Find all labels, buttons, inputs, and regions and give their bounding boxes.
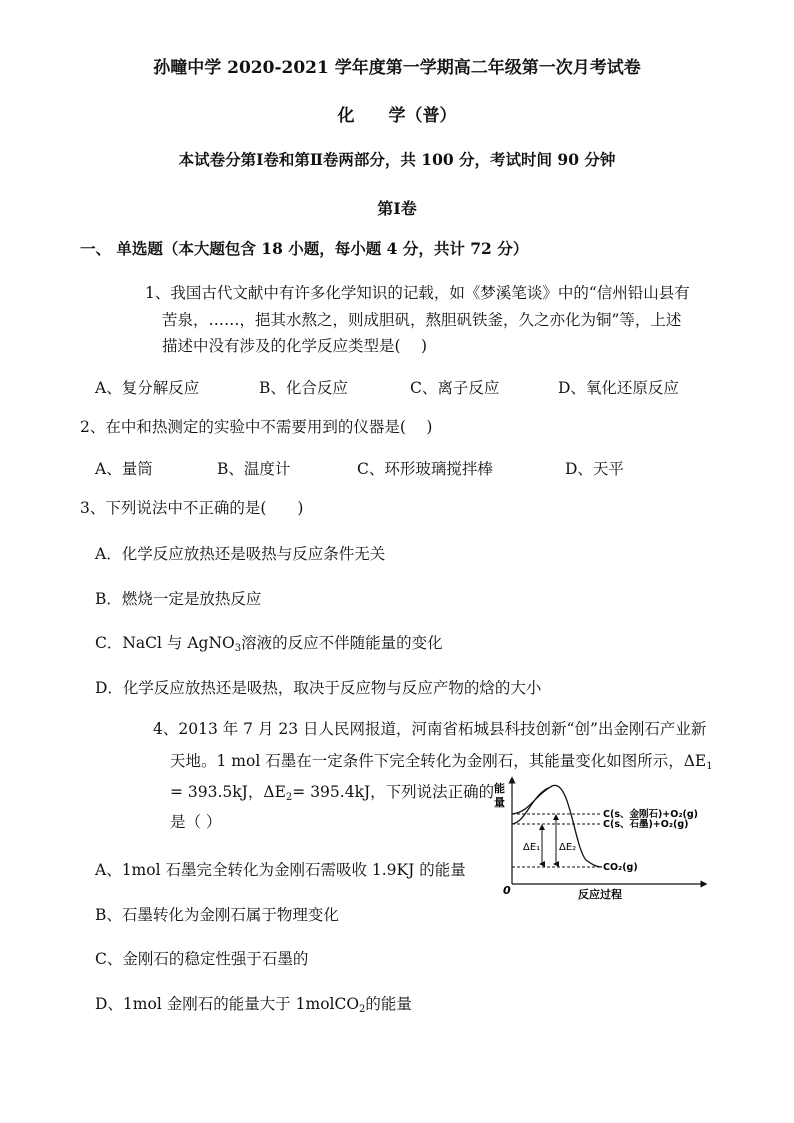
section-title: 第Ⅰ卷 — [377, 199, 417, 218]
q4-stem-line3 — [170, 782, 494, 802]
q4-stem-line3-text-end: = 395.4kJ，下列说法正确的 — [292, 783, 495, 801]
y-axis-label-2: 量 — [494, 796, 505, 809]
q4-stem-line2-text: 天地。1 mol 石墨在一定条件下完全转化为金刚石，其能量变化如图所示，ΔE — [170, 752, 707, 770]
q4-stem-line1: 4、2013 年 7 月 23 日人民网报道，河南省柘城县科技创新“创”出金刚石产业新 — [153, 720, 707, 738]
level-co2-label: CO₂(g) — [603, 862, 638, 873]
q1-stem-line1: 1、我国古代文献中有许多化学知识的记载，如《梦溪笔谈》中的“信州铅山县有 — [145, 284, 690, 302]
q3-stem: 3、下列说法中不正确的是( ) — [80, 499, 304, 517]
delta-e1-label: ΔE₁ — [523, 842, 541, 853]
q4-option-d — [95, 992, 412, 1014]
level-graphite-label: C(s、石墨)+O₂(g) — [603, 819, 689, 830]
q4-stem-line3-text: = 393.5kJ，ΔE — [170, 783, 286, 801]
part1-heading: 一、 单选题（本大题包含 18 小题，每小题 4 分，共计 72 分） — [80, 239, 529, 258]
q4-option-a: A、1mol 石墨完全转化为金刚石需吸收 1.9KJ 的能量 — [95, 861, 466, 879]
q4-option-d-subscript: 2 — [359, 1004, 366, 1015]
q4-stem-line3-subscript: 2 — [285, 792, 293, 803]
level-diamond-label: C(s、金刚石)+O₂(g) — [603, 809, 698, 820]
energy-diagram — [490, 776, 720, 902]
origin-label: 0 — [503, 884, 511, 897]
exam-subtitle: 本试卷分第Ⅰ卷和第Ⅱ卷两部分，共 100 分，考试时间 90 分钟 — [178, 150, 616, 169]
q1-stem-line2: 苦泉，……，挹其水熬之，则成胆矾，熬胆矾铁釜，久之亦化为铜”等，上述 — [162, 311, 682, 329]
q3-option-a: A．化学反应放热还是吸热与反应条件无关 — [95, 545, 386, 563]
y-axis-label-1: 能 — [494, 782, 505, 795]
q1-option-a: A、复分解反应 — [95, 379, 200, 397]
q3-option-c-text-end: 溶液的反应不伴随能量的变化 — [241, 634, 443, 652]
q4-stem-line2 — [170, 751, 713, 771]
q4-option-b: B、石墨转化为金刚石属于物理变化 — [95, 906, 339, 924]
q1-option-c: C、离子反应 — [410, 379, 500, 397]
q4-stem-line4: 是（ ） — [170, 813, 222, 831]
x-axis-label: 反应过程 — [578, 888, 622, 901]
q2-stem: 2、在中和热测定的实验中不需要用到的仪器是( ) — [80, 418, 433, 436]
q3-option-c-subscript: 3 — [234, 643, 242, 654]
q3-option-c — [95, 631, 443, 653]
q2-option-c: C、环形玻璃搅拌棒 — [357, 460, 493, 478]
q1-option-b: B、化合反应 — [259, 379, 348, 397]
q2-option-b: B、温度计 — [217, 460, 291, 478]
q4-option-d-text-end: 的能量 — [365, 995, 412, 1013]
delta-e2-label: ΔE₂ — [559, 842, 577, 853]
subject-title: 化 学（普） — [337, 106, 457, 126]
q2-option-d: D、天平 — [565, 460, 624, 478]
q3-option-d: D．化学反应放热还是吸热，取决于反应物与反应产物的焓的大小 — [95, 679, 542, 697]
q3-option-b: B．燃烧一定是放热反应 — [95, 590, 262, 608]
q1-stem-line3: 描述中没有涉及的化学反应类型是( ) — [162, 337, 428, 355]
q4-option-d-text: D、1mol 金刚石的能量大于 1molCO — [95, 995, 360, 1013]
q3-option-c-text: C．NaCl 与 AgNO — [95, 634, 235, 652]
q4-option-c: C、金刚石的稳定性强于石墨的 — [95, 950, 309, 968]
diamond-curve — [512, 785, 602, 867]
exam-title: 孙疃中学 2020-2021 学年度第一学期高二年级第一次月考试卷 — [153, 58, 641, 78]
q2-option-a: A、量筒 — [95, 460, 153, 478]
q1-option-d: D、氧化还原反应 — [558, 379, 679, 397]
q4-stem-line2-subscript: 1 — [706, 761, 713, 772]
